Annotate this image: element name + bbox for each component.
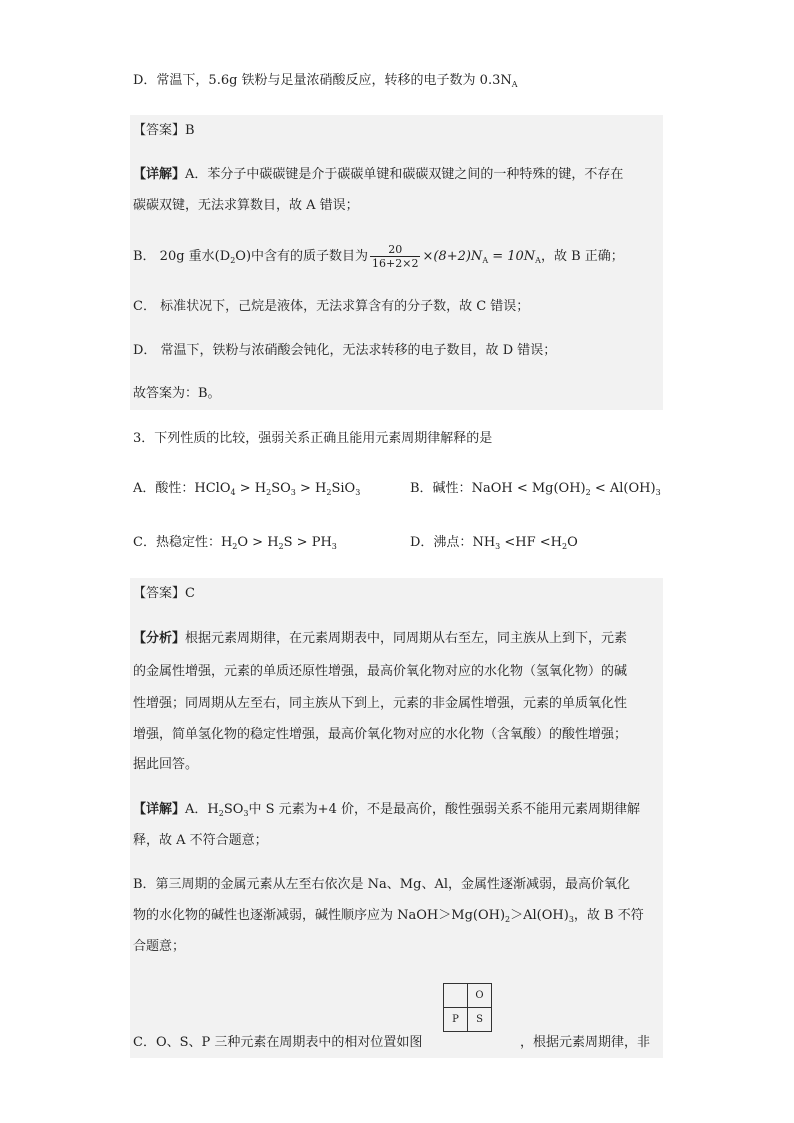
q3-detail-a-line1: 【详解】A．$H_2SO_3$中 S 元素为+4 价，不是最高价，酸性强弱关系不能用元素周期律解: [133, 802, 640, 818]
q3-option-d: D．沸点：$NH_3 <HF <H_2O$: [410, 535, 578, 551]
option-d-line: [133, 71, 518, 95]
table-cell: [444, 984, 468, 1008]
q3-detail-a-line2: 释，故 A 不符合题意；: [133, 833, 268, 848]
q3-option-c: C．热稳定性：$H_2O > H_2S > PH_3$: [133, 535, 337, 551]
q2-detail-a-line2: 碳碳双键，无法求算数目，故 A 错误；: [133, 198, 359, 213]
q2-detail-d: D． 常温下，铁粉与浓硝酸会钝化，无法求转移的电子数目，故 D 错误；: [133, 343, 557, 358]
q2-answer: 【答案】B: [133, 123, 195, 138]
q3-detail-b-line2: 物的水化物的碱性也逐渐减弱，碱性顺序应为 $NaOH>Mg(OH)_2>Al(OH)_3$，故 B 不符: [133, 908, 644, 924]
q3-detail-b-line1: B．第三周期的金属元素从左至右依次是 Na、Mg、Al，金属性逐渐减弱，最高价氧化: [133, 877, 630, 892]
q2-detail-c: C． 标准状况下，己烷是液体，无法求算含有的分子数，故 C 错误；: [133, 299, 530, 314]
q3-option-a: A．酸性：HClO$_4$ > $H_2SO_3 > H_2SiO_3$: [133, 481, 361, 497]
table-cell: P: [444, 1008, 468, 1032]
q3-analysis-2: 的金属性增强，元素的单质还原性增强，最高价氧化物对应的水化物（氢氧化物）的碱: [133, 664, 628, 679]
table-cell: O: [468, 984, 492, 1008]
q3-detail-b-line3: 合题意；: [133, 939, 186, 954]
q3-analysis-4: 增强，简单氢化物的稳定性增强，最高价氧化物对应的水化物（含氧酸）的酸性增强；: [133, 727, 628, 742]
q3-analysis-5: 据此回答。: [133, 757, 199, 772]
q3-option-b: B．碱性：NaOH < $Mg(OH)_2 < Al(OH)_3$: [410, 481, 661, 497]
fraction: $\frac{20}{16+2\times 2}$: [372, 243, 419, 270]
q3-analysis-1: 【分析】根据元素周期律，在元素周期表中，同周期从右至左，同主族从上到下，元素: [133, 631, 628, 646]
q3-detail-c-pre: C．O、S、P 三种元素在周期表中的相对位置如图: [133, 1035, 423, 1050]
q2-conclusion: 故答案为：B。: [133, 386, 221, 401]
q3-detail-c-post: ，根据元素周期律，非: [520, 1035, 651, 1050]
q2-detail-a-line1: 【详解】A．苯分子中碳碳键是介于碳碳单键和碳碳双键之间的一种特殊的键，不存在: [133, 167, 624, 182]
q3-question: 3．下列性质的比较，强弱关系正确且能用元素周期律解释的是: [133, 431, 493, 446]
q3-analysis-3: 性增强；同周期从左至右，同主族从下到上，元素的非金属性增强，元素的单质氧化性: [133, 696, 628, 711]
table-cell: S: [468, 1008, 492, 1032]
option-d-sub: A: [511, 80, 518, 89]
q2-detail-b: B． 20g 重水$(D_2O)$中含有的质子数目为 $\frac{20}{16+2\times 2}$ $\times(8+2)N_A = 10N_A$，故 B 正确；: [133, 243, 624, 270]
q3-answer: 【答案】C: [133, 586, 195, 601]
periodic-table-figure: [443, 983, 492, 1032]
q2-detail-label: 【详解】: [133, 167, 186, 182]
option-d-text: D．常温下，5.6g 铁粉与足量浓硝酸反应，转移的电子数为 0.3N: [133, 73, 512, 88]
